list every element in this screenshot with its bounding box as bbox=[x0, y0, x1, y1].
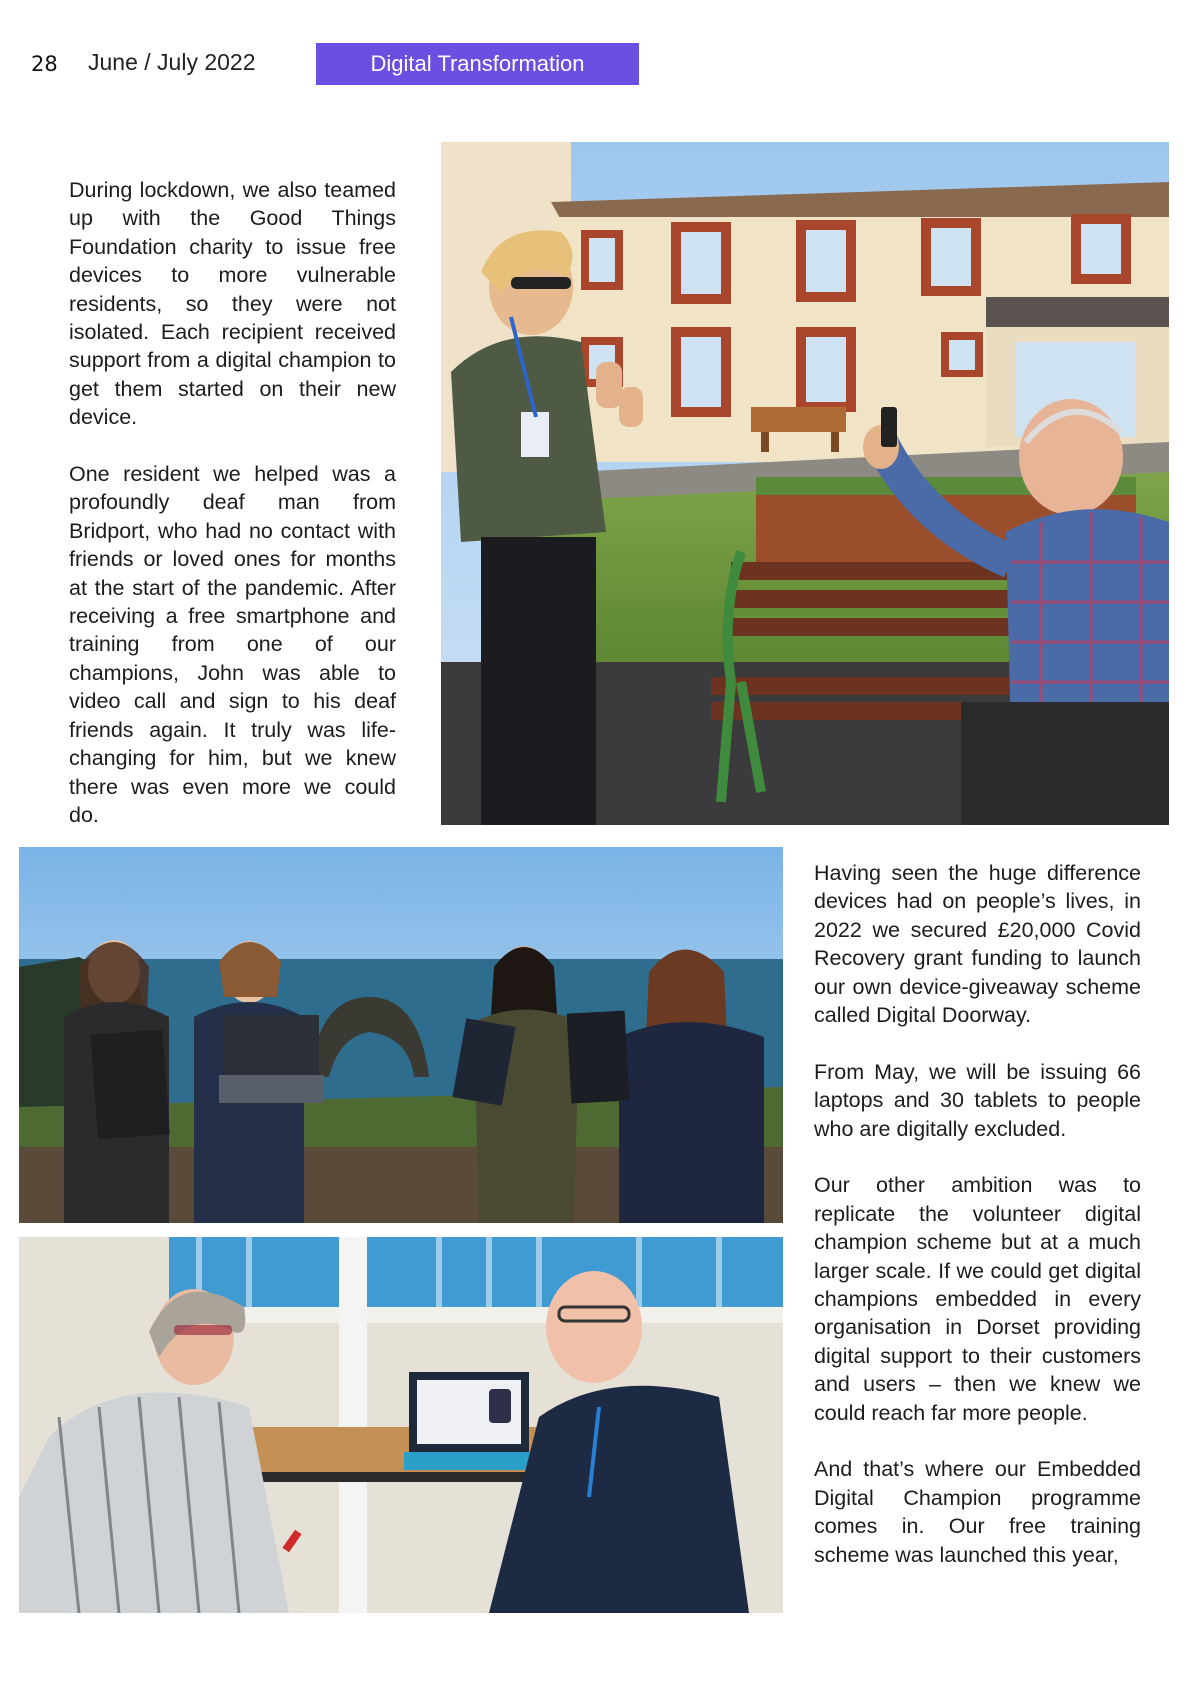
page-number: 28 bbox=[31, 52, 58, 76]
article-right-column bbox=[814, 859, 1141, 1598]
paragraph: And that’s where our Embedded Digital Champion programme comes in. Our free training scheme was launched this year, bbox=[814, 1457, 1141, 1567]
paragraph: During lockdown, we also teamed up with the Good Things Foundation charity to issue free devices to more vulnerable residents, so they were not isolated. Each recipient received support from a digital champion to get them started on their new device. bbox=[69, 178, 396, 430]
photo-seniors-laptop bbox=[19, 1237, 783, 1613]
paragraph: From May, we will be issuing 66 laptops and 30 tablets to people who are digitally excluded. bbox=[814, 1059, 1141, 1141]
paragraph: Our other ambition was to replicate the volunteer digital champion scheme but at a much larger scale. If we could get digital champions embedded in every organisation in Dorset providing digital support to their customers and users – then we knew we could reach far more people. bbox=[814, 1173, 1141, 1425]
photo-cliff-devices bbox=[19, 847, 783, 1223]
paragraph: Having seen the huge difference devices had on people’s lives, in 2022 we secured £20,000 Covid Recovery grant funding to launch our own device-giveaway scheme called Digital Doorway. bbox=[814, 861, 1141, 1028]
article-left-column bbox=[69, 176, 396, 858]
photo-courtyard-video-call bbox=[441, 142, 1169, 825]
section-tag: Digital Transformation bbox=[316, 43, 639, 85]
issue-date: June / July 2022 bbox=[88, 49, 256, 75]
paragraph: One resident we helped was a profoundly deaf man from Bridport, who had no contact with friends or loved ones for months at the start of the pandemic. After receiving a free smartphone and training from one of our champions, John was able to video call and sign to his deaf friends again. It truly was life-changing for him, but we knew there was even more we could do. bbox=[69, 462, 396, 827]
